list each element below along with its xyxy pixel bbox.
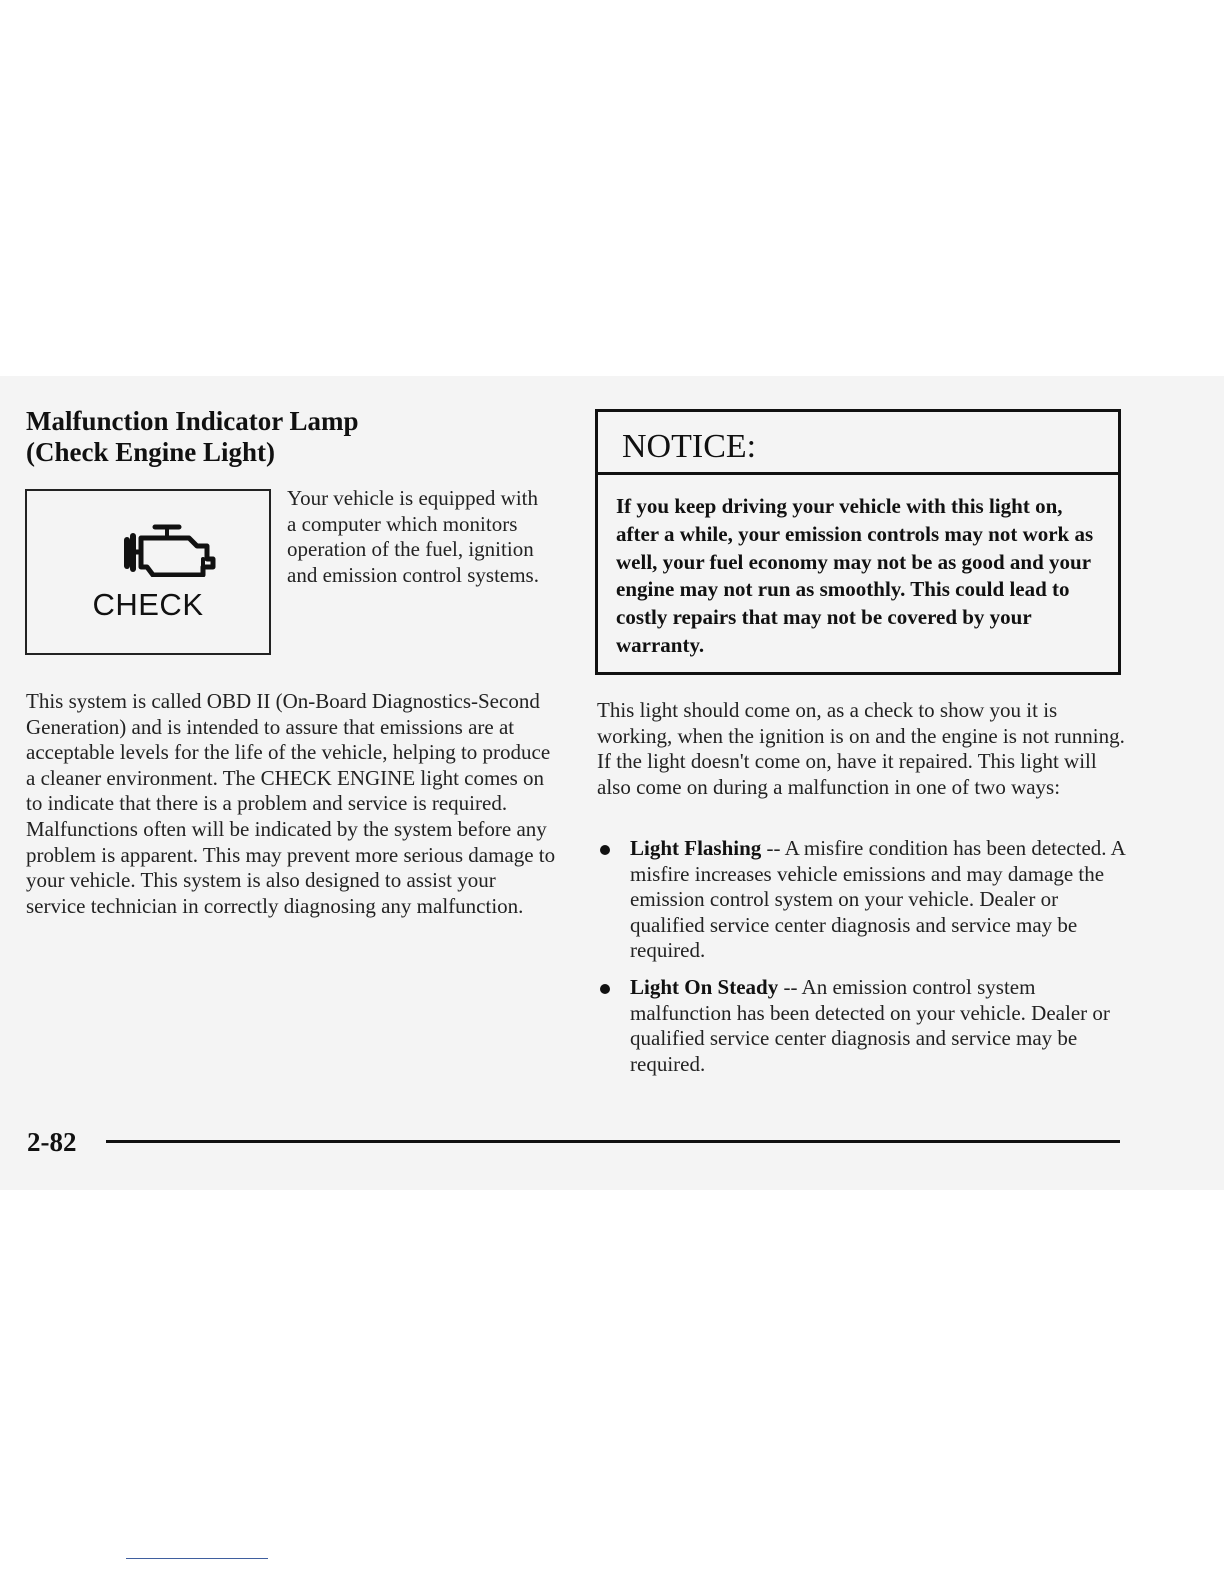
bullet-text: -- An emission control system malfunction has been detected on your vehicle. Dealer or qualified service center diagnosis and service may be required. <box>630 974 1110 1076</box>
section-heading <box>26 406 359 468</box>
heading-line-1: Malfunction Indicator Lamp <box>26 406 359 436</box>
list-item <box>597 836 1127 964</box>
obd-description: This system is called OBD II (On-Board Diagnostics-Second Generation) and is intended to assure that emissions are at acceptable levels for the life of the vehicle, helping to produce a cleaner environment. The CHECK ENGINE light comes on to indicate that there is a problem and service is required. Malfunctions often will be indicated by the system before any problem is apparent. This may prevent more serious damage to your vehicle. This system is also designed to assist your service technician in correctly diagnosing any malfunction. <box>26 689 556 918</box>
engine-icon <box>117 523 221 577</box>
list-item <box>597 975 1127 1077</box>
notice-title: NOTICE: <box>598 412 1118 475</box>
bullet-icon <box>600 984 610 994</box>
intro-text: Your vehicle is equipped with a computer which monitors operation of the fuel, ignition and emission control systems. <box>287 486 539 587</box>
bottom-rule <box>126 1558 268 1559</box>
bullet-icon <box>600 845 610 855</box>
check-label: CHECK <box>92 587 204 622</box>
malfunction-modes-list <box>597 836 1127 1077</box>
light-behavior-text: This light should come on, as a check to show you it is working, when the ignition is on and the engine is not running. If the light doesn't come on, have it repaired. This light will also come on during a malfunction in one of two ways: <box>597 698 1125 799</box>
notice-body: If you keep driving your vehicle with this light on, after a while, your emission controls may not work as well, your fuel economy may not be as good and your engine may not run as smoothly. This could lead to costly repairs that may not be covered by your warranty. <box>616 494 1094 657</box>
notice-box <box>595 409 1121 675</box>
heading-line-2: (Check Engine Light) <box>26 437 276 467</box>
bullet-title: Light On Steady <box>630 974 779 999</box>
page-number: 2-82 <box>27 1127 77 1157</box>
check-engine-icon-box <box>25 489 271 655</box>
bullet-text: -- A misfire condition has been detected. A misfire increases vehicle emissions and may damage the emission control system on your vehicle. Dealer or qualified service center diagnosis and service may be required. <box>630 836 1125 963</box>
bullet-title: Light Flashing <box>630 836 762 860</box>
footer-rule <box>106 1140 1120 1143</box>
